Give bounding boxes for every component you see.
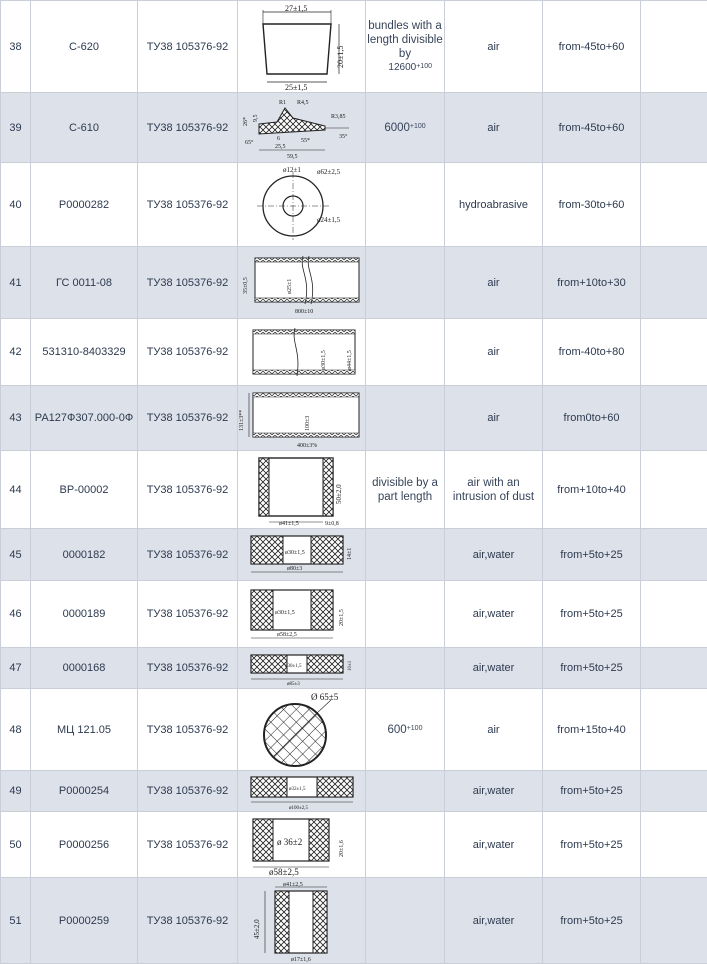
row-number: 44 (1, 451, 31, 529)
temperature: from+5to+25 (543, 581, 641, 648)
temperature: from-45to+60 (543, 1, 641, 93)
temperature: from+5to+25 (543, 812, 641, 878)
empty-cell (641, 581, 707, 648)
empty-cell (641, 771, 707, 812)
note-cell (366, 93, 445, 163)
dim-55: 55* (301, 138, 310, 144)
dim-outer: ø100±2,5 (289, 806, 308, 811)
dim-outer: ø58±2,5 (269, 867, 299, 877)
empty-cell (641, 1, 707, 93)
dim-255: 25,5 (275, 144, 286, 150)
sleeve-drawing (239, 320, 365, 385)
dim-height: 20±1,6 (339, 840, 345, 857)
drawing-cell (238, 529, 366, 581)
dim-bore: ø17±1,6 (291, 957, 311, 963)
bushing-drawing (239, 452, 365, 528)
ring-drawing (239, 582, 365, 647)
ring-drawing (239, 813, 365, 877)
dim-inner: ø30±1,5 (321, 350, 327, 370)
environment: air with an intrusion of dust (445, 451, 543, 529)
note-text: bundles with a length divisible by (366, 19, 444, 61)
dim-height: 50±2,0 (335, 483, 343, 503)
part-code: 531310-8403329 (31, 319, 138, 386)
dim-bore: ø30±1,5 (285, 550, 305, 556)
row-number: 43 (1, 386, 31, 451)
seal-profile-drawing (239, 94, 365, 162)
drawing-cell (238, 163, 366, 247)
empty-cell (641, 648, 707, 689)
table-row (1, 93, 707, 163)
row-number: 39 (1, 93, 31, 163)
standard: ТУ38 105376-92 (138, 771, 238, 812)
dim-26: 26* (243, 117, 249, 126)
row-number: 40 (1, 163, 31, 247)
table-row (1, 529, 707, 581)
table-row (1, 878, 707, 964)
dim-inner: 100±3 (305, 415, 311, 430)
empty-cell (641, 451, 707, 529)
part-code: РА127Ф307.000-0Ф (31, 386, 138, 451)
part-code: С-610 (31, 93, 138, 163)
dim-wall: 9±0,8 (325, 521, 339, 527)
standard: ТУ38 105376-92 (138, 812, 238, 878)
note-cell (366, 529, 445, 581)
table-row (1, 319, 707, 386)
part-code: С-620 (31, 1, 138, 93)
temperature: from+5to+25 (543, 771, 641, 812)
standard: ТУ38 105376-92 (138, 581, 238, 648)
dim-595: 59,5 (287, 154, 298, 160)
dim-outer: 131±3** (239, 409, 245, 430)
table-row (1, 812, 707, 878)
standard: ТУ38 105376-92 (138, 247, 238, 319)
cone-profile-drawing (239, 2, 365, 92)
dim-r1: R1 (279, 100, 286, 106)
dim-length: 800±10 (295, 309, 313, 315)
row-number: 41 (1, 247, 31, 319)
washer-drawing (239, 164, 365, 246)
dim-bore: ø25±1 (287, 278, 293, 293)
note-tolerance: +100 (416, 63, 432, 70)
dim-outer: ø85±3 (287, 682, 300, 687)
ring-drawing (239, 772, 365, 811)
note-tolerance: +100 (410, 123, 426, 130)
drawing-cell (238, 771, 366, 812)
dim-bore: ø 36±2 (277, 837, 302, 847)
dim-bore: ø32±1,5 (289, 787, 306, 792)
note-cell (366, 386, 445, 451)
drawing-cell (238, 1, 366, 93)
environment: air,water (445, 529, 543, 581)
empty-cell (641, 812, 707, 878)
drawing-cell (238, 386, 366, 451)
note-cell (366, 247, 445, 319)
part-code: Р0000259 (31, 878, 138, 964)
note-value: 12600 (388, 62, 416, 73)
part-code: Р0000254 (31, 771, 138, 812)
dim-height: 20±1,5 (339, 609, 345, 626)
standard: ТУ38 105376-92 (138, 319, 238, 386)
table-row (1, 581, 707, 648)
dim-65: 65° (245, 139, 254, 146)
note-cell: divisible by a part length (366, 451, 445, 529)
dim-95: 9,5 (253, 114, 259, 122)
drawing-cell (238, 878, 366, 964)
standard: ТУ38 105376-92 (138, 878, 238, 964)
temperature: from+5to+25 (543, 529, 641, 581)
dim-outer: ø44±1,5 (347, 350, 353, 370)
hose-drawing (239, 248, 365, 318)
empty-cell (641, 689, 707, 771)
part-code: ГС 0011-08 (31, 247, 138, 319)
note-cell (366, 689, 445, 771)
temperature: from+10to+30 (543, 247, 641, 319)
row-number: 48 (1, 689, 31, 771)
bushing-drawing (239, 879, 365, 963)
drawing-cell (238, 648, 366, 689)
empty-cell (641, 319, 707, 386)
note-cell (366, 319, 445, 386)
note-cell (366, 581, 445, 648)
table-row (1, 771, 707, 812)
part-code: ВР-00002 (31, 451, 138, 529)
temperature: from-40to+80 (543, 319, 641, 386)
drawing-cell (238, 319, 366, 386)
note-cell (366, 648, 445, 689)
environment: air,water (445, 878, 543, 964)
row-number: 50 (1, 812, 31, 878)
note-tolerance: +100 (407, 725, 423, 732)
part-code: 0000168 (31, 648, 138, 689)
dim-inner: ø12±1 (283, 166, 301, 174)
dim-bore: ø30±1,5 (285, 664, 302, 669)
dim-outer: ø41±2,5 (283, 882, 303, 888)
dim-r385: R3,85 (331, 114, 346, 120)
environment: air (445, 247, 543, 319)
table-row (1, 648, 707, 689)
note-value: 6000 (384, 122, 410, 134)
note-cell (366, 1, 445, 93)
standard: ТУ38 105376-92 (138, 529, 238, 581)
standard: ТУ38 105376-92 (138, 648, 238, 689)
empty-cell (641, 386, 707, 451)
empty-cell (641, 93, 707, 163)
empty-cell (641, 529, 707, 581)
temperature: from+10to+40 (543, 451, 641, 529)
note-cell (366, 812, 445, 878)
note-cell (366, 163, 445, 247)
environment: air (445, 93, 543, 163)
dim-length: 400±3% (297, 443, 317, 449)
note-cell (366, 878, 445, 964)
environment: hydroabrasive (445, 163, 543, 247)
rod-section-drawing (239, 690, 365, 770)
part-code: Р0000282 (31, 163, 138, 247)
table-row (1, 689, 707, 771)
row-number: 49 (1, 771, 31, 812)
row-number: 38 (1, 1, 31, 93)
table-row (1, 163, 707, 247)
dim-outer: ø58±2,5 (277, 632, 297, 638)
ring-drawing (239, 649, 365, 688)
ring-drawing (239, 530, 365, 580)
standard: ТУ38 105376-92 (138, 163, 238, 247)
table-row (1, 386, 707, 451)
temperature: from+5to+25 (543, 878, 641, 964)
environment: air (445, 319, 543, 386)
dim-bottom: 25±1,5 (285, 83, 307, 92)
temperature: from+5to+25 (543, 648, 641, 689)
note-value: 600 (388, 724, 407, 736)
row-number: 42 (1, 319, 31, 386)
dim-diameter: Ø 65±5 (311, 692, 339, 702)
dim-bore: ø41±1,5 (279, 521, 299, 527)
dim-height: 45±2,0 (253, 918, 261, 938)
temperature: from-45to+60 (543, 93, 641, 163)
dim-height: 20±1,5 (336, 45, 345, 67)
dim-height: 35±0,5 (243, 277, 249, 294)
temperature: from0to+60 (543, 386, 641, 451)
dim-r45: R4,5 (297, 100, 309, 106)
drawing-cell (238, 451, 366, 529)
environment: air,water (445, 648, 543, 689)
standard: ТУ38 105376-92 (138, 386, 238, 451)
part-code: 0000182 (31, 529, 138, 581)
table-row (1, 1, 707, 93)
row-number: 45 (1, 529, 31, 581)
drawing-cell (238, 689, 366, 771)
environment: air (445, 1, 543, 93)
table-row (1, 247, 707, 319)
dim-mid: ø24±1,5 (317, 216, 341, 224)
standard: ТУ38 105376-92 (138, 93, 238, 163)
dim-top: 27±1,5 (285, 4, 307, 13)
standard: ТУ38 105376-92 (138, 689, 238, 771)
drawing-cell (238, 93, 366, 163)
row-number: 51 (1, 878, 31, 964)
dim-outer: ø80±3 (287, 566, 302, 572)
environment: air (445, 689, 543, 771)
drawing-cell (238, 812, 366, 878)
empty-cell (641, 247, 707, 319)
drawing-cell (238, 247, 366, 319)
tube-drawing (239, 387, 365, 450)
drawing-cell (238, 581, 366, 648)
part-code: Р0000256 (31, 812, 138, 878)
part-code: МЦ 121.05 (31, 689, 138, 771)
standard: ТУ38 105376-92 (138, 1, 238, 93)
environment: air,water (445, 771, 543, 812)
part-code: 0000189 (31, 581, 138, 648)
temperature: from-30to+60 (543, 163, 641, 247)
empty-cell (641, 163, 707, 247)
dim-outer: ø62±2,5 (317, 168, 341, 176)
environment: air (445, 386, 543, 451)
row-number: 47 (1, 648, 31, 689)
empty-cell (641, 878, 707, 964)
note-cell (366, 771, 445, 812)
dim-height: 10±1 (348, 660, 353, 671)
dim-angle: 35° (339, 133, 348, 140)
dim-6: 6 (277, 136, 280, 142)
row-number: 46 (1, 581, 31, 648)
dim-bore: ø30±1,5 (275, 610, 295, 616)
dim-height: 14±1 (347, 547, 353, 559)
environment: air,water (445, 812, 543, 878)
standard: ТУ38 105376-92 (138, 451, 238, 529)
table-row (1, 451, 707, 529)
environment: air,water (445, 581, 543, 648)
temperature: from+15to+40 (543, 689, 641, 771)
